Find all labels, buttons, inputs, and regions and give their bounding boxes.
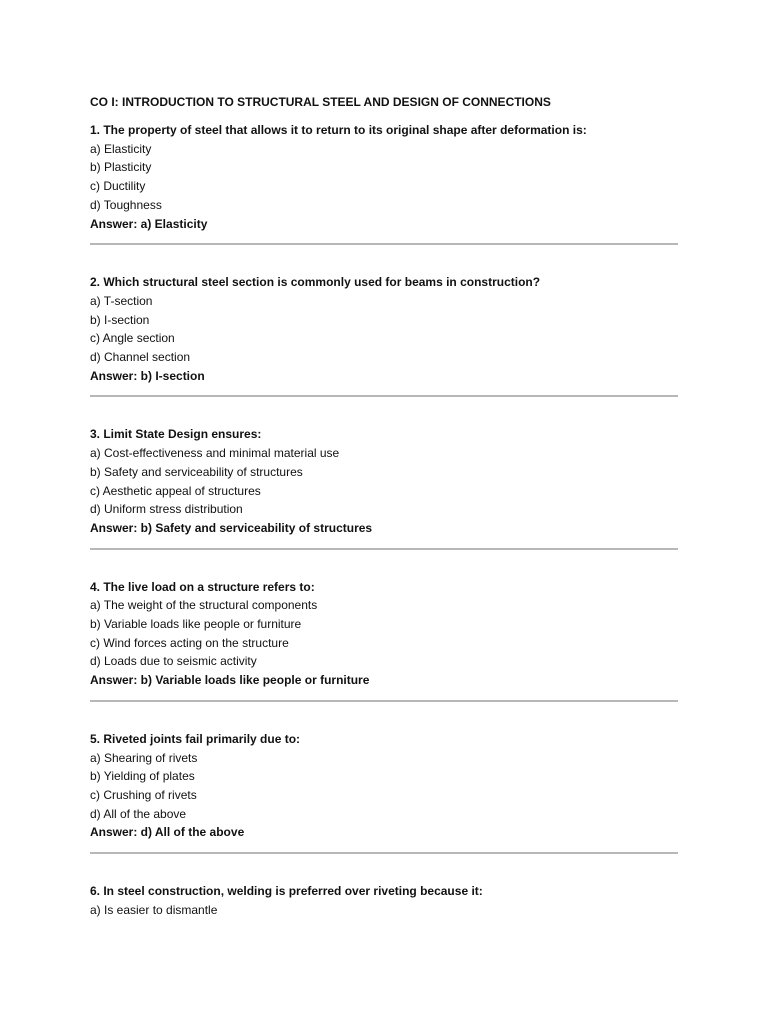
question-stem: 4. The live load on a structure refers to:: [90, 579, 315, 594]
question-option: d) All of the above: [90, 806, 187, 821]
question-option: c) Wind forces acting on the structure: [90, 635, 289, 650]
question-stem: 6. In steel construction, welding is preferred over riveting because it:: [90, 884, 483, 899]
question-option: b) I-section: [90, 312, 150, 327]
question-answer: Answer: b) Safety and serviceability of structures: [90, 520, 373, 535]
question-option: d) Toughness: [90, 197, 162, 212]
question-option: c) Angle section: [90, 331, 175, 346]
question-option: d) Channel section: [90, 350, 191, 365]
question-option: c) Crushing of rivets: [90, 787, 197, 802]
question-option: b) Safety and serviceability of structures: [90, 464, 303, 479]
question-3: [90, 425, 678, 537]
document-title: CO I: INTRODUCTION TO STRUCTURAL STEEL AND DESIGN OF CONNECTIONS: [90, 95, 551, 109]
question-4: [90, 578, 678, 690]
question-answer: Answer: b) Variable loads like people or furniture: [90, 673, 370, 688]
question-option: b) Yielding of plates: [90, 769, 195, 784]
section-divider: [90, 548, 678, 550]
document-page: [90, 93, 678, 920]
question-option: a) Cost-effectiveness and minimal material use: [90, 446, 340, 461]
section-divider: [90, 700, 678, 702]
question-option: a) The weight of the structural components: [90, 598, 318, 613]
section-divider: [90, 243, 678, 245]
question-option: d) Uniform stress distribution: [90, 502, 243, 517]
question-answer: Answer: b) I-section: [90, 368, 205, 383]
question-option: a) T-section: [90, 293, 153, 308]
question-5: [90, 730, 678, 842]
question-option: a) Is easier to dismantle: [90, 902, 218, 917]
question-2: [90, 273, 678, 385]
question-stem: 2. Which structural steel section is commonly used for beams in construction?: [90, 275, 541, 290]
question-answer: Answer: d) All of the above: [90, 825, 245, 840]
question-stem: 1. The property of steel that allows it to return to its original shape after deformation is:: [90, 123, 587, 137]
question-option: b) Variable loads like people or furniture: [90, 617, 302, 632]
question-option: d) Loads due to seismic activity: [90, 654, 257, 669]
question-option: a) Shearing of rivets: [90, 750, 198, 765]
question-stem: 3. Limit State Design ensures:: [90, 427, 262, 442]
question-option: b) Plasticity: [90, 160, 152, 175]
question-1: [90, 121, 678, 233]
section-divider: [90, 852, 678, 854]
question-option: c) Ductility: [90, 179, 146, 194]
question-stem: 5. Riveted joints fail primarily due to:: [90, 731, 301, 746]
question-option: c) Aesthetic appeal of structures: [90, 483, 261, 498]
question-6: [90, 882, 678, 919]
section-divider: [90, 395, 678, 397]
question-option: a) Elasticity: [90, 141, 152, 156]
question-answer: Answer: a) Elasticity: [90, 216, 208, 231]
